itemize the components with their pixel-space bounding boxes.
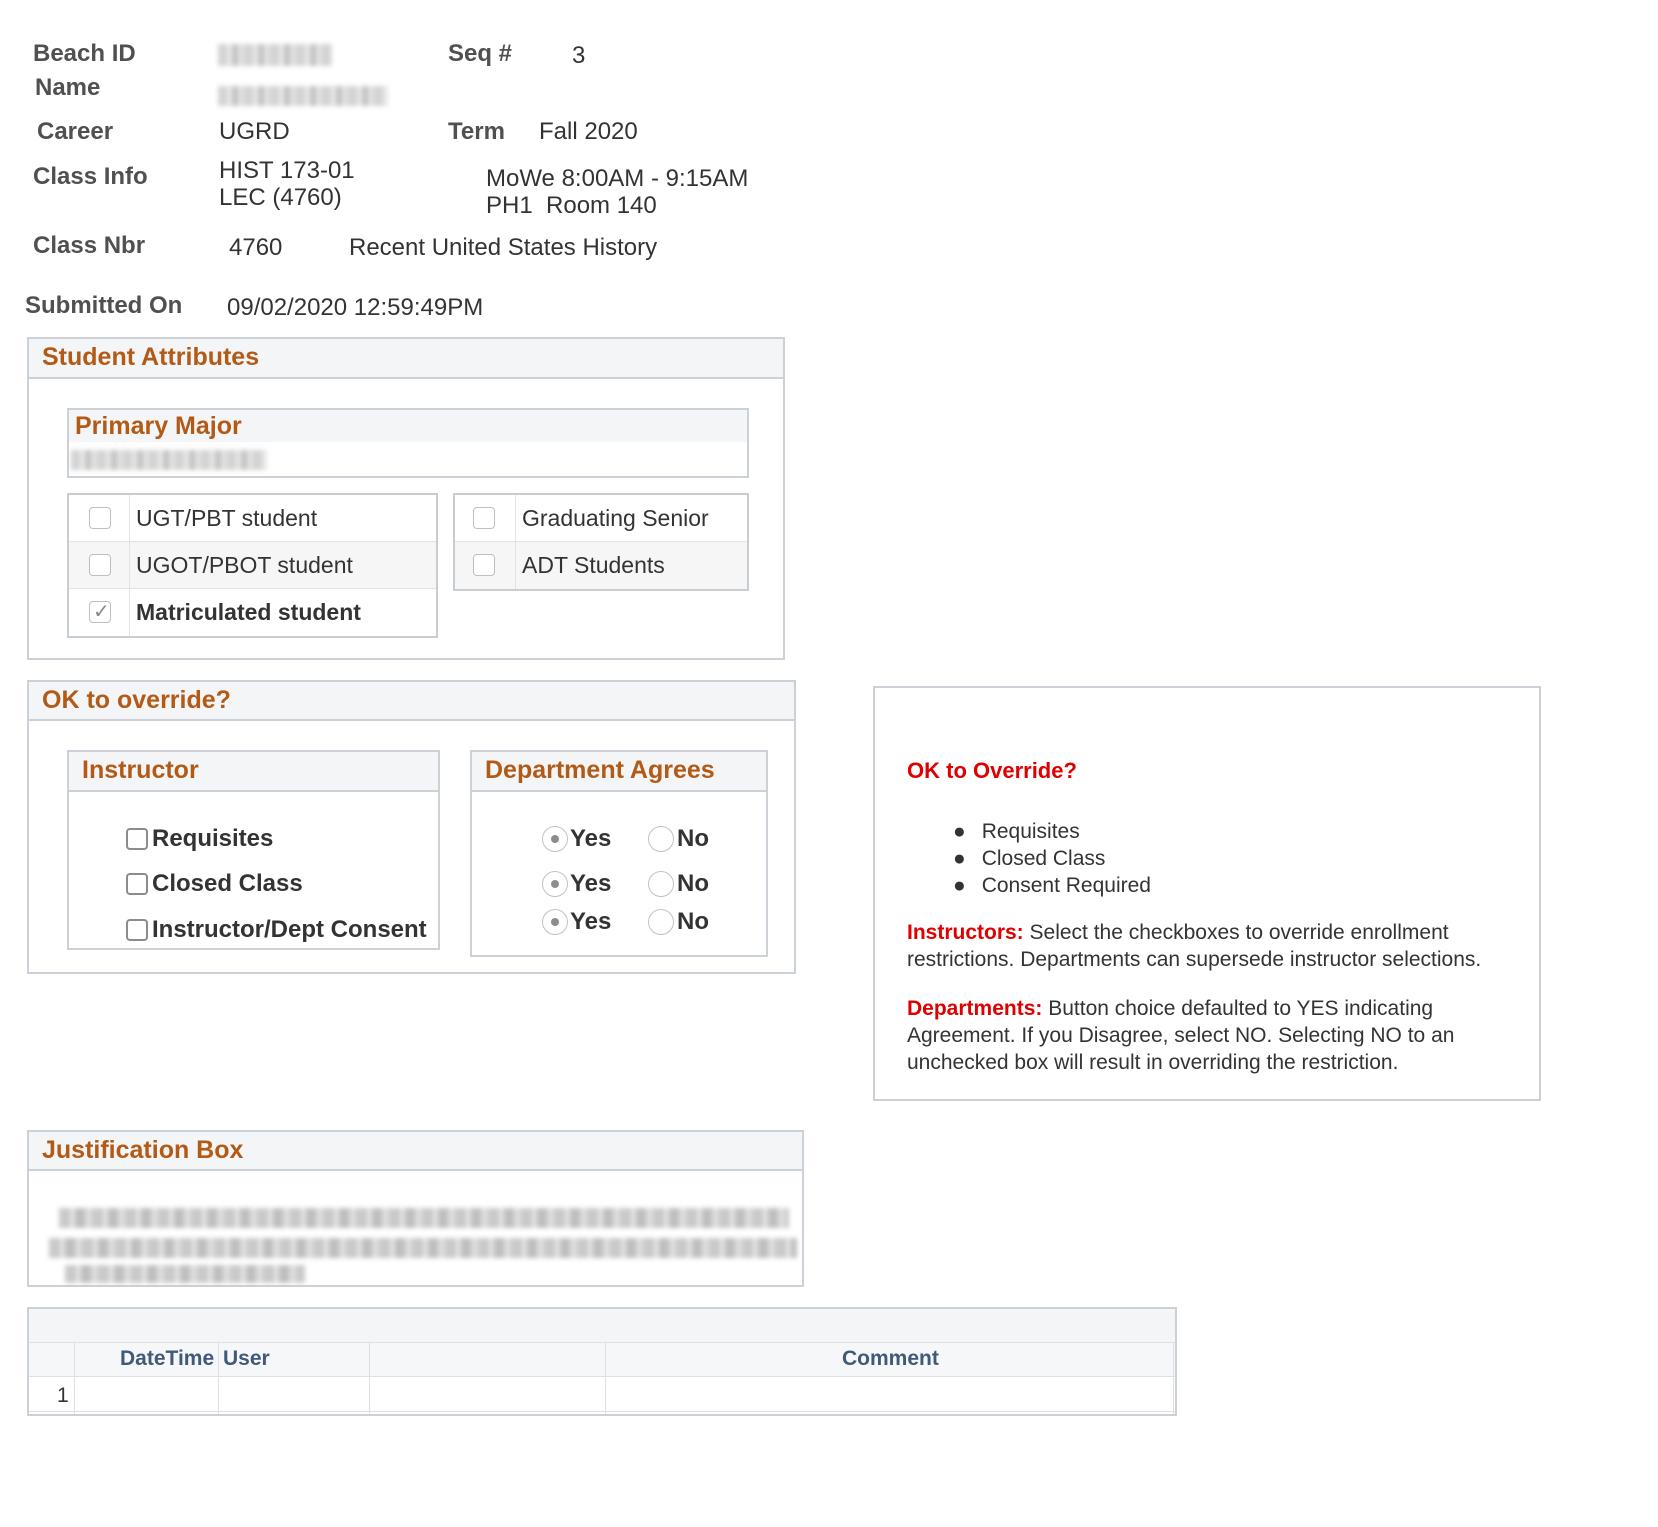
matriculated-checkbox[interactable] — [89, 601, 111, 623]
consent-no-label: No — [677, 908, 709, 935]
justification-title: Justification Box — [42, 1136, 244, 1164]
consent-no-radio[interactable] — [648, 909, 674, 935]
consent-yes-radio[interactable] — [542, 909, 568, 935]
closed-class-label: Closed Class — [152, 870, 303, 897]
requisites-no-label: No — [677, 825, 709, 852]
student-attributes-left-grid — [67, 493, 438, 638]
justification-group — [27, 1130, 804, 1287]
career-label: Career — [37, 118, 114, 145]
info-bullet-item: ● Closed Class — [953, 847, 1106, 870]
info-bullet-list — [953, 818, 1151, 899]
row-number: 1 — [57, 1384, 69, 1407]
ok-to-override-title: OK to override? — [42, 686, 231, 714]
instructor-consent-checkbox[interactable] — [126, 919, 148, 941]
attribute-row — [69, 589, 436, 636]
instructor-consent-label: Instructor/Dept Consent — [152, 916, 427, 943]
closed-class-no-radio[interactable] — [648, 871, 674, 897]
instructor-box — [67, 750, 440, 950]
departments-note-text: Button choice defaulted to YES indicating Agreement. If you Disagree, select NO. Selecting NO to an unchecked box will result in overriding the restriction. — [907, 997, 1455, 1074]
submitted-on-value: 09/02/2020 12:59:49PM — [227, 294, 484, 321]
instructors-note — [907, 919, 1497, 973]
info-title: OK to Override? — [907, 758, 1077, 783]
ugt-pbt-label: UGT/PBT student — [136, 505, 318, 531]
departments-note — [907, 995, 1497, 1076]
requisites-checkbox[interactable] — [126, 828, 148, 850]
instructor-title: Instructor — [82, 756, 199, 784]
ugt-pbt-checkbox[interactable] — [89, 507, 111, 529]
justification-text-redacted — [49, 1238, 797, 1258]
class-info-label: Class Info — [33, 163, 148, 190]
primary-major-box — [67, 408, 749, 478]
requisites-no-radio[interactable] — [648, 826, 674, 852]
graduating-senior-label: Graduating Senior — [522, 505, 709, 531]
student-attributes-right-grid — [453, 493, 749, 591]
override-info-box — [873, 686, 1541, 1101]
attribute-row — [455, 495, 747, 542]
datetime-column-header[interactable]: DateTime — [120, 1347, 215, 1370]
career-value: UGRD — [219, 118, 290, 145]
check-mark-icon: ✓ — [93, 601, 110, 623]
primary-major-title: Primary Major — [75, 412, 242, 440]
requisites-yes-label: Yes — [570, 825, 612, 852]
class-component: LEC (4760) — [219, 184, 342, 211]
class-nbr-label: Class Nbr — [33, 232, 146, 259]
class-nbr-value: 4760 — [229, 234, 283, 261]
department-agrees-title: Department Agrees — [485, 756, 715, 784]
name-value-redacted — [218, 86, 388, 106]
beach-id-label: Beach ID — [33, 40, 136, 67]
beach-id-value-redacted — [218, 44, 332, 66]
consent-yes-label: Yes — [570, 908, 612, 935]
attribute-row — [455, 542, 747, 589]
closed-class-checkbox[interactable] — [126, 873, 148, 895]
ugot-pbot-label: UGOT/PBOT student — [136, 552, 353, 578]
primary-major-value-redacted — [71, 450, 267, 470]
user-column-header[interactable]: User — [223, 1347, 270, 1370]
ok-to-override-group — [27, 680, 796, 974]
info-bullet-item: ● Requisites — [953, 820, 1080, 843]
term-label: Term — [448, 118, 505, 145]
justification-text-redacted — [59, 1208, 789, 1228]
graduating-senior-checkbox[interactable] — [473, 507, 495, 529]
class-title: Recent United States History — [349, 234, 658, 261]
ugot-pbot-checkbox[interactable] — [89, 554, 111, 576]
attribute-row — [69, 495, 436, 542]
comments-grid — [27, 1307, 1177, 1416]
closed-class-yes-label: Yes — [570, 870, 612, 897]
table-row — [29, 1377, 1175, 1412]
closed-class-no-label: No — [677, 870, 709, 897]
seq-value: 3 — [572, 42, 586, 69]
matriculated-label: Matriculated student — [136, 599, 361, 625]
submitted-on-label: Submitted On — [25, 292, 183, 319]
instructors-note-text: Select the checkboxes to override enrollment restrictions. Departments can supersede instructor selections. — [907, 921, 1482, 971]
justification-text-redacted — [65, 1265, 305, 1283]
instructors-note-label: Instructors: — [907, 921, 1024, 944]
name-label: Name — [35, 74, 101, 101]
adt-students-label: ADT Students — [522, 552, 665, 578]
department-agrees-box — [470, 750, 768, 957]
requisites-yes-radio[interactable] — [542, 826, 568, 852]
term-value: Fall 2020 — [539, 118, 638, 145]
class-schedule: MoWe 8:00AM - 9:15AM — [486, 165, 749, 192]
class-location: PH1 Room 140 — [486, 192, 657, 219]
student-attributes-title: Student Attributes — [42, 343, 260, 371]
class-section: HIST 173-01 — [219, 157, 355, 184]
departments-note-label: Departments: — [907, 997, 1043, 1020]
adt-students-checkbox[interactable] — [473, 554, 495, 576]
comment-column-header[interactable]: Comment — [842, 1347, 939, 1370]
requisites-label: Requisites — [152, 825, 274, 852]
attribute-row — [69, 542, 436, 589]
student-attributes-group — [27, 337, 785, 660]
seq-label: Seq # — [448, 40, 513, 67]
closed-class-yes-radio[interactable] — [542, 871, 568, 897]
info-bullet-item: ● Consent Required — [953, 874, 1151, 897]
